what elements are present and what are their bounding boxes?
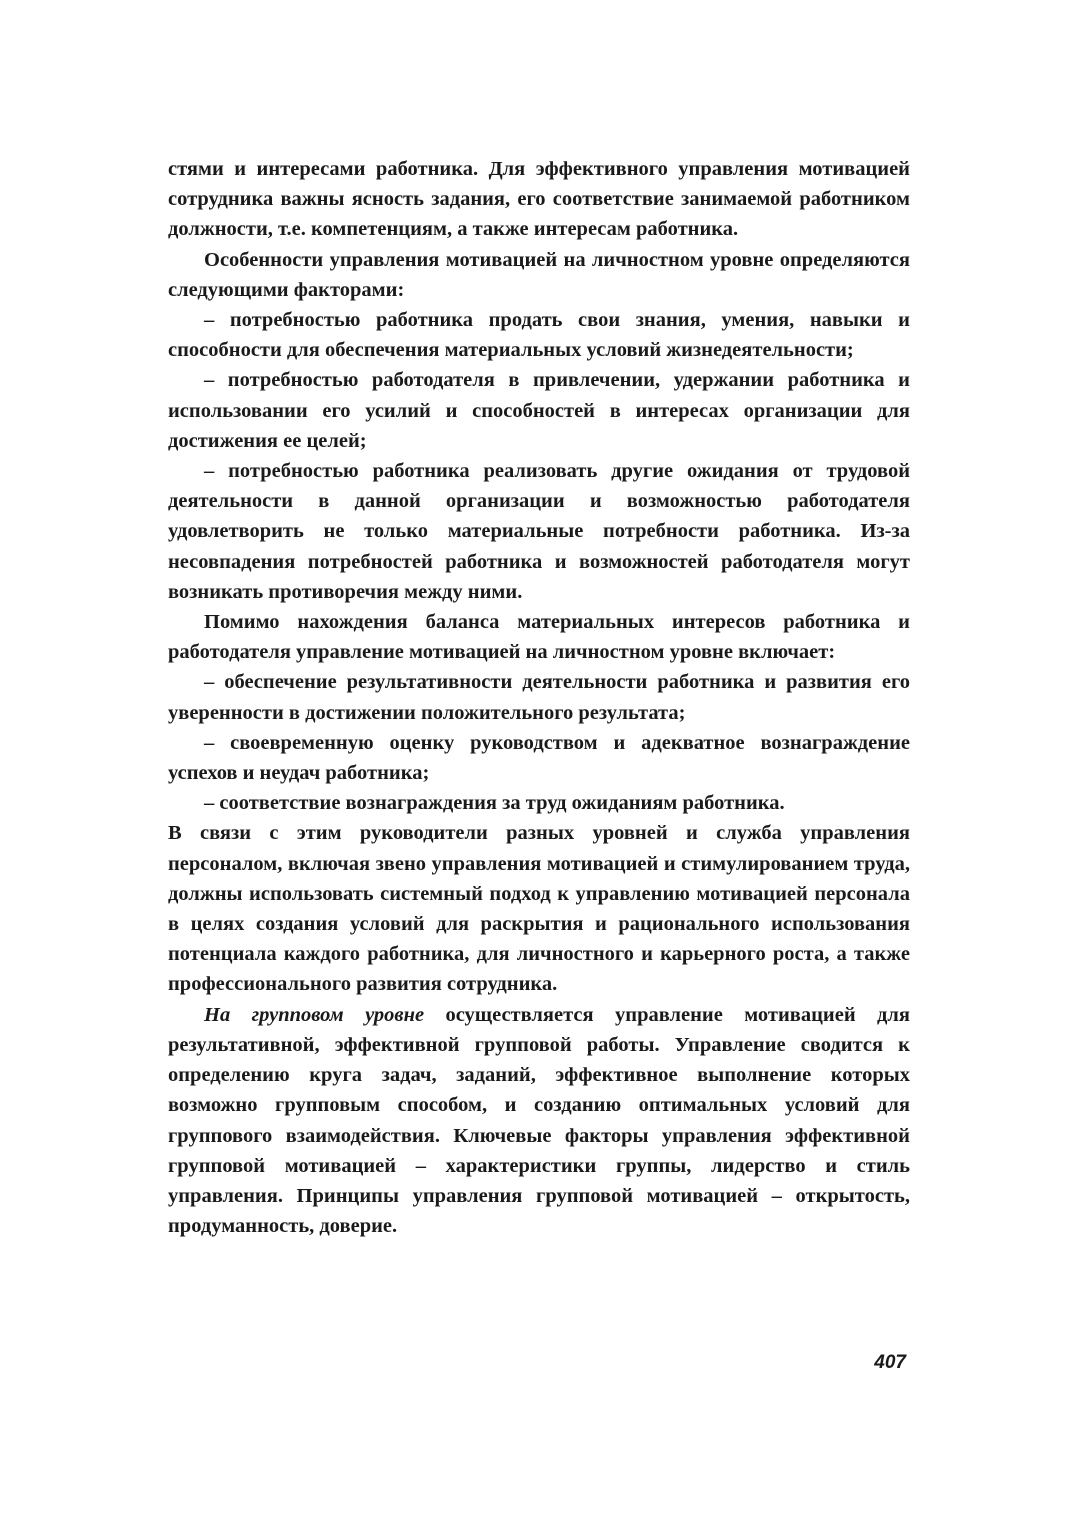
paragraph: Помимо нахождения баланса материальных интересов работника и работодателя управление мотивацией на личностном уровне включает:: [168, 611, 910, 664]
list-item: – обеспечение результативности деятельности работника и развития его уверенности в достижении положительного результата;: [168, 671, 910, 724]
paragraph: стями и интересами работника. Для эффективного управления мотивацией сотрудника важны ясность задания, его соответствие занимаемой работником должности, т.е. компетенциям, а также интересам работника.: [168, 158, 910, 241]
paragraph-body: осуществляется управление мотивацией для результативной, эффективной групповой работы. Управление сводится к определению круга задач, заданий, эффективное выполнение которых возможно групповым способом, и созданию оптимальных условий для группового взаимодействия. Ключевые факторы управления эффективной групповой мотивацией – характеристики группы, лидерство и стиль управления. Принципы управления групповой мотивацией – открытость, продуманность, доверие.: [168, 1003, 910, 1238]
paragraph: Особенности управления мотивацией на личностном уровне определяются следующими факторами:: [168, 248, 910, 301]
list-item: – потребностью работника продать свои знания, умения, навыки и способности для обеспечения материальных условий жизнедеятельности;: [168, 309, 910, 362]
list-item: – соответствие вознаграждения за труд ожиданиям работника.: [204, 792, 785, 815]
list-item: – потребностью работодателя в привлечении, удержании работника и использовании его усилий и способностей в интересах организации для достижения ее целей;: [168, 369, 910, 452]
list-item: – потребностью работника реализовать другие ожидания от трудовой деятельности в данной организации и возможностью работодателя удовлетворить не только материальные потребности работника. Из-за несовпадения потребностей работника и возможностей работодателя могут возникать противоречия между ними.: [168, 460, 910, 603]
list-item: – своевременную оценку руководством и адекватное вознаграждение успехов и неудач работника;: [168, 731, 910, 785]
body-text: [168, 154, 910, 1241]
paragraph: В связи с этим руководители разных уровней и служба управления персоналом, включая звено управления мотивацией и стимулированием труда, должны использовать системный подход к управлению мотивацией персонала в целях создания условий для раскрытия и рационального использования потенциала каждого работника, для личностного и карьерного роста, а также профессионального развития сотрудника.: [168, 822, 910, 996]
paragraph-lead: На групповом уровне: [204, 1003, 425, 1026]
paragraph-group-level: [168, 1000, 910, 1242]
page-number: 407: [874, 1352, 906, 1373]
